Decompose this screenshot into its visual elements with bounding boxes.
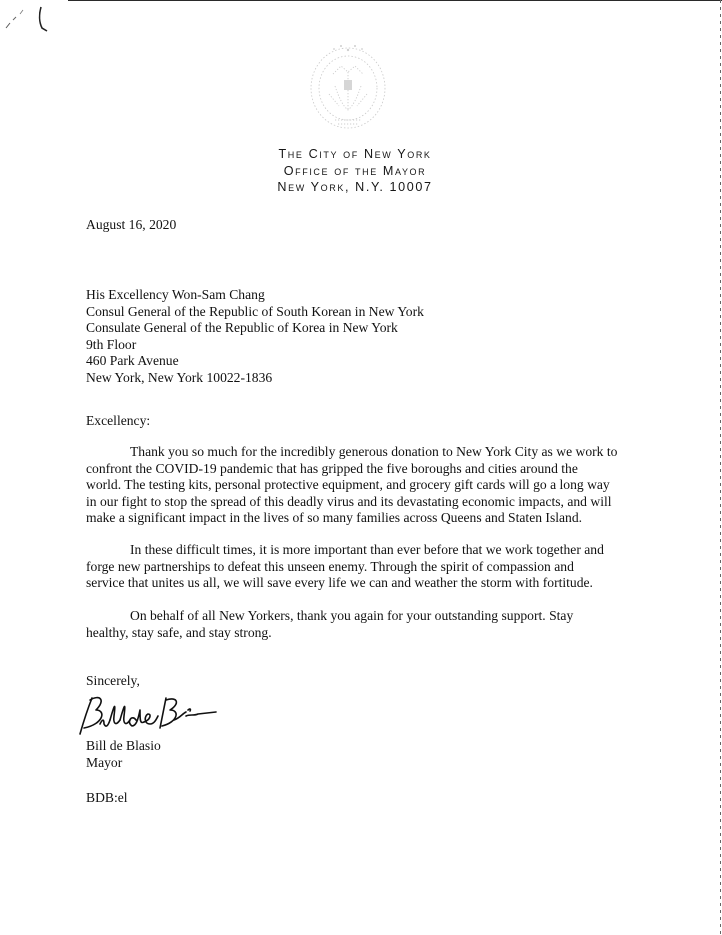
reference-initials: BDB:el — [86, 790, 128, 805]
letterhead-office: Office of the Mayor — [283, 163, 427, 178]
signer-name: Bill de Blasio — [86, 738, 161, 753]
letterhead-city: The City of New York — [278, 147, 432, 161]
paragraph-line: confront the COVID-19 pandemic that has gripped the five boroughs and cities around the — [86, 460, 578, 476]
body-paragraph-3 — [86, 608, 646, 641]
body-paragraph-1 — [86, 444, 646, 527]
recipient-line: 9th Floor — [86, 336, 137, 352]
signer-title: Mayor — [86, 754, 123, 770]
letter-date: August 16, 2020 — [86, 217, 177, 232]
handwritten-signature-icon — [70, 690, 220, 738]
scan-right-edge — [720, 0, 721, 935]
paragraph-line: forge new partnerships to defeat this unseen enemy. Through the spirit of compassion and — [86, 558, 574, 574]
signer-block — [86, 738, 161, 771]
body-paragraph-2 — [86, 542, 646, 592]
paragraph-line: in our fight to stop the spread of this deadly virus and its devastating economic impacts, and will — [86, 493, 612, 509]
letterhead-address: New York, N.Y. 10007 — [277, 180, 433, 194]
scan-speck-icon — [4, 8, 28, 30]
recipient-line: 460 Park Avenue — [86, 353, 179, 369]
paragraph-line: world. The testing kits, personal protective equipment, and grocery gift cards will go a long way — [86, 477, 610, 493]
salutation: Excellency: — [86, 413, 151, 428]
recipient-line: Consul General of the Republic of South Korean in New York — [86, 303, 424, 319]
recipient-line: Consulate General of the Republic of Korea in New York — [86, 320, 398, 336]
recipient-address — [86, 287, 424, 387]
closing: Sincerely, — [86, 673, 140, 688]
paragraph-line: healthy, stay safe, and stay strong. — [86, 624, 272, 640]
recipient-line: His Excellency Won-Sam Chang — [86, 287, 265, 302]
paragraph-line: make a significant impact in the lives of so many families across Queens and Staten Island. — [86, 510, 583, 526]
paragraph-line: Thank you so much for the incredibly generous donation to New York City as we work to — [130, 444, 618, 459]
paragraph-line: On behalf of all New Yorkers, thank you again for your outstanding support. Stay — [130, 608, 574, 623]
paragraph-line: In these difficult times, it is more important than ever before that we work together and — [130, 542, 604, 557]
letterhead — [200, 146, 510, 196]
paragraph-line: service that unites us all, we will save every life we can and weather the storm with fortitude. — [86, 575, 593, 591]
recipient-line: New York, New York 10022-1836 — [86, 369, 273, 385]
scan-top-edge — [68, 0, 722, 1]
scan-mark-icon — [36, 4, 50, 34]
city-seal-icon — [305, 36, 391, 136]
